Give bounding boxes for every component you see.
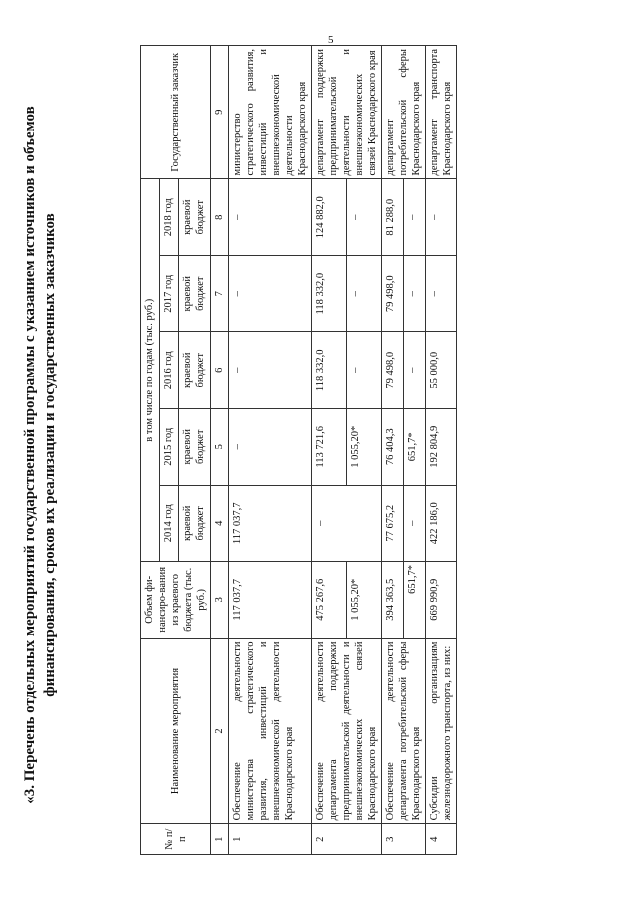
row-value-2018-extra: –	[404, 179, 426, 256]
row-volume: 117 037,7	[229, 562, 312, 639]
column-number: 9	[211, 46, 229, 179]
row-value-2017: –	[426, 255, 457, 332]
document-title	[20, 45, 60, 865]
row-value-2018-extra: –	[347, 179, 382, 256]
row-value-2014: 77 675,2	[382, 485, 404, 562]
column-number: 5	[211, 409, 229, 486]
page-number: 5	[328, 34, 334, 46]
row-value-2017: 79 498,0	[382, 255, 404, 332]
header-by-year: в том числе по годам (тыс. руб.)	[141, 179, 160, 562]
table-row	[426, 46, 457, 855]
header-year: 2015 год	[159, 409, 178, 486]
row-value-2015-extra: 651,7*	[404, 409, 426, 486]
column-number: 6	[211, 332, 229, 409]
column-number: 1	[211, 824, 229, 855]
row-num: 4	[426, 824, 457, 855]
title-line-2: финансирования, сроков их реализации и государственных заказчиков	[42, 213, 58, 697]
header-year: 2016 год	[159, 332, 178, 409]
row-volume-extra: 651,7*	[404, 562, 426, 639]
row-value-2017: –	[229, 255, 312, 332]
row-volume: 669 990,9	[426, 562, 457, 639]
header-name: Наименование мероприятия	[141, 638, 211, 824]
column-number: 2	[211, 638, 229, 824]
column-number: 4	[211, 485, 229, 562]
row-value-2018: –	[426, 179, 457, 256]
row-value-2014: 422 186,0	[426, 485, 457, 562]
row-value-2016: 55 000,0	[426, 332, 457, 409]
row-value-2018: –	[229, 179, 312, 256]
header-volume: Объем фи-нансиро-вания из краевого бюджета (тыс. руб.)	[141, 562, 211, 639]
row-customer: департамент потребительской сферы Краснодарского края	[382, 46, 426, 179]
row-name: Обеспечение деятельности департамента поддержки предпринимательской деятельности и внешнеэкономических связей Краснодарского края	[312, 638, 382, 824]
header-num: № п/п	[141, 824, 211, 855]
row-customer: департамент поддержки предпринимательской деятельности и внешнеэкономических связей Краснодарского края	[312, 46, 382, 179]
row-volume-extra: 1 055,20*	[347, 562, 382, 639]
title-line-1: «3. Перечень отдельных мероприятий государственной программы с указанием источников и объемов	[22, 106, 38, 804]
row-name: Субсидии организациям железнодорожного транспорта, из них:	[426, 638, 457, 824]
row-value-2016: 79 498,0	[382, 332, 404, 409]
row-customer: департамент транспорта Краснодарского края	[426, 46, 457, 179]
row-name: Обеспечение деятельности департамента потребительской сферы Краснодарского края	[382, 638, 426, 824]
row-volume: 475 267,6	[312, 562, 347, 639]
header-year: 2014 год	[159, 485, 178, 562]
header-source: краевой бюджет	[178, 179, 210, 256]
header-year: 2018 год	[159, 179, 178, 256]
row-num: 1	[229, 824, 312, 855]
row-value-2017-extra: –	[404, 255, 426, 332]
row-num: 2	[312, 824, 382, 855]
row-num: 3	[382, 824, 426, 855]
header-row-1	[141, 46, 160, 855]
table-row	[382, 46, 404, 855]
header-source: краевой бюджет	[178, 255, 210, 332]
row-value-2018: 124 882,0	[312, 179, 347, 256]
row-value-2016: –	[229, 332, 312, 409]
header-source: краевой бюджет	[178, 485, 210, 562]
row-value-2016-extra: –	[404, 332, 426, 409]
row-value-2016-extra: –	[347, 332, 382, 409]
row-value-2015: –	[229, 409, 312, 486]
row-value-2015-extra: 1 055,20*	[347, 409, 382, 486]
header-year: 2017 год	[159, 255, 178, 332]
column-number: 8	[211, 179, 229, 256]
column-number: 3	[211, 562, 229, 639]
column-number: 7	[211, 255, 229, 332]
row-value-2017-extra: –	[347, 255, 382, 332]
row-name: Обеспечение деятельности министерства стратегического развития, инвестиций и внешнеэкономической деятельности Краснодарского края	[229, 638, 312, 824]
row-value-2015: 192 804,9	[426, 409, 457, 486]
row-value-2017: 118 332,0	[312, 255, 347, 332]
row-value-2014: 117 037,7	[229, 485, 312, 562]
program-table	[140, 45, 457, 855]
header-customer: Государственный заказчик	[141, 46, 211, 179]
row-volume: 394 363,5	[382, 562, 404, 639]
row-value-2015: 76 404,3	[382, 409, 404, 486]
row-value-2014: –	[312, 485, 382, 562]
row-customer: министерство стратегического развития, инвестиций и внешнеэкономической деятельности Краснодарского края	[229, 46, 312, 179]
header-source: краевой бюджет	[178, 332, 210, 409]
table-row	[229, 46, 312, 855]
header-source: краевой бюджет	[178, 409, 210, 486]
row-value-2018: 81 288,0	[382, 179, 404, 256]
column-number-row	[211, 46, 229, 855]
row-value-2015: 113 721,6	[312, 409, 347, 486]
row-value-2014-extra: –	[404, 485, 426, 562]
row-value-2016: 118 332,0	[312, 332, 347, 409]
table-row	[312, 46, 347, 855]
